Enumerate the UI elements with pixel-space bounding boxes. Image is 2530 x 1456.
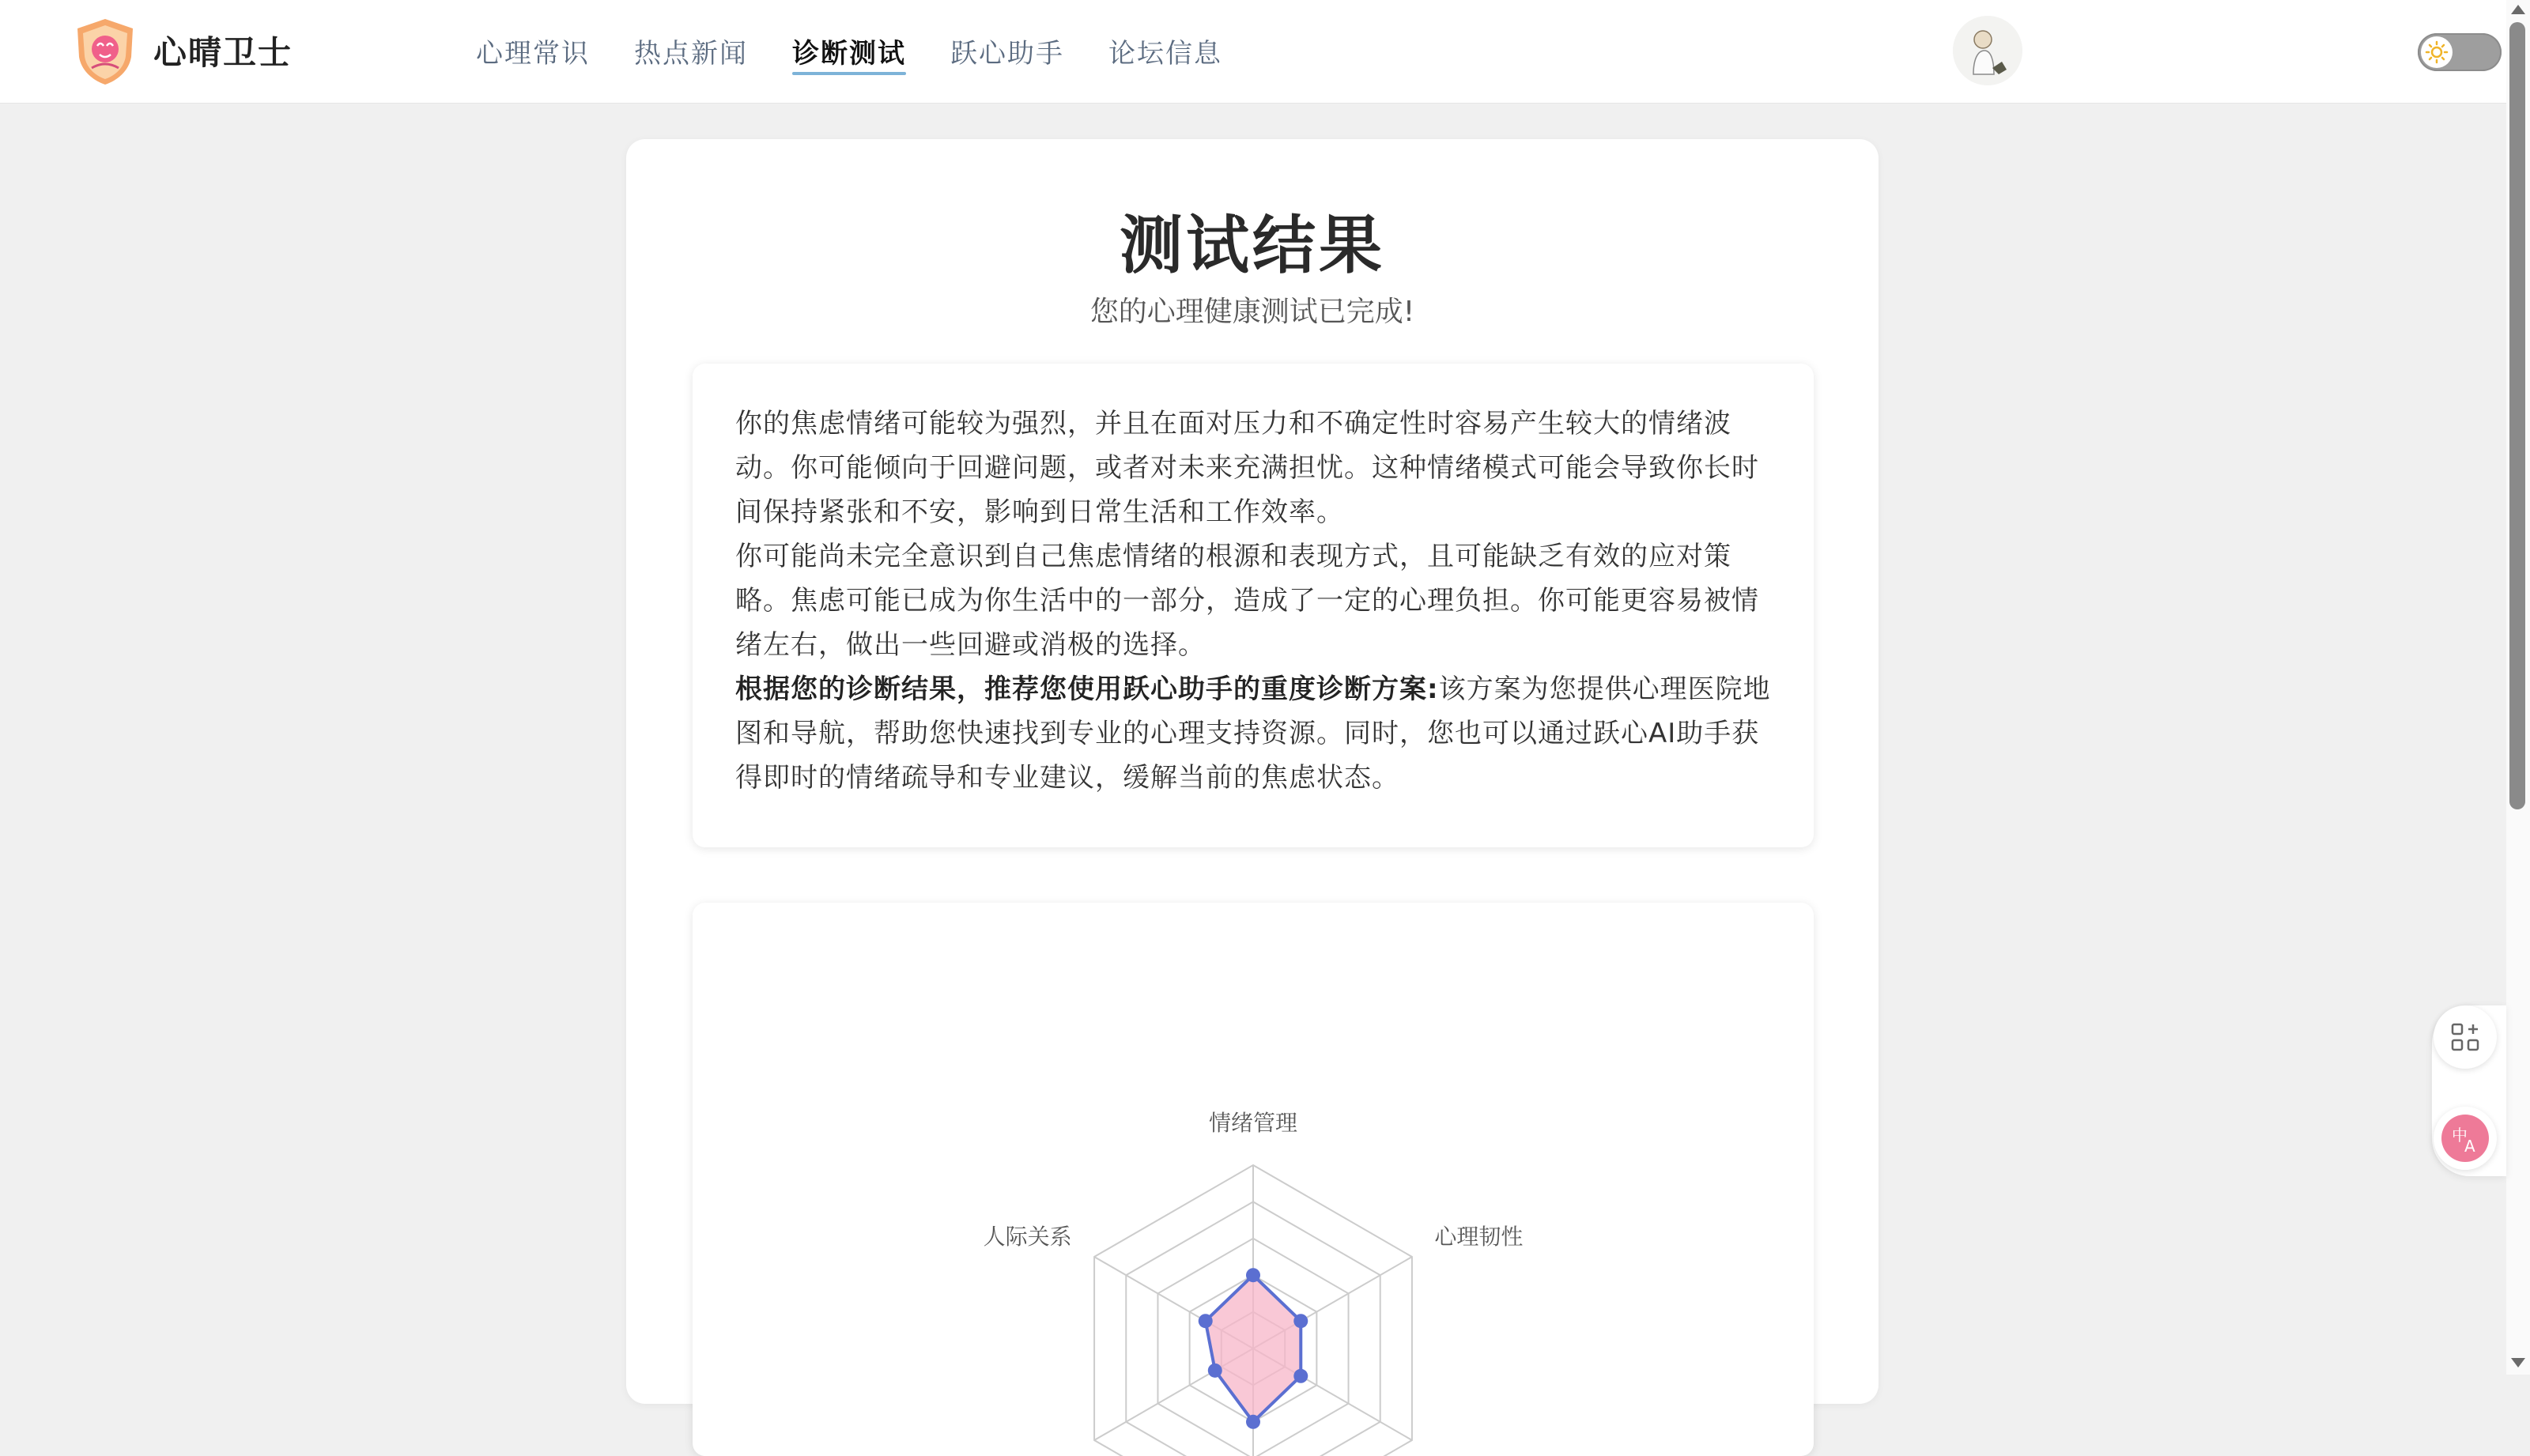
result-description-box xyxy=(693,364,1814,847)
recommendation-label: 根据您的诊断结果，推荐您使用跃心助手的重度诊断方案: xyxy=(735,673,1439,705)
nav-item-assistant[interactable]: 跃心助手 xyxy=(950,38,1064,70)
recommendation-text: 该方案为您提供心理医院地图和导航，帮助您快速找到专业的心理支持资源。同时，您也可以通过跃心AI助手获得即时的情绪疏导和专业建议，缓解当前的焦虑状态。 xyxy=(735,673,1771,794)
nav-item-hot-news[interactable]: 热点新闻 xyxy=(634,38,748,70)
page-title: 测试结果 xyxy=(1120,209,1385,282)
radar-axis-label: 心理韧性 xyxy=(1434,1224,1524,1250)
radar-chart xyxy=(693,903,1814,1456)
nav-item-psychology-knowledge[interactable]: 心理常识 xyxy=(476,38,590,70)
sun-icon xyxy=(2425,40,2449,64)
radar-axis-label: 人际关系 xyxy=(983,1224,1072,1250)
scrollbar-thumb[interactable] xyxy=(2509,22,2525,809)
radar-series-area xyxy=(1206,1275,1301,1422)
radar-chart-box xyxy=(693,903,1814,1456)
theme-knob xyxy=(2421,36,2453,68)
radar-data-point xyxy=(1293,1314,1308,1328)
test-result-card xyxy=(626,139,1879,1404)
apps-add-icon xyxy=(2449,1021,2481,1053)
scroll-up-arrow-icon[interactable] xyxy=(2511,5,2525,14)
radar-data-point xyxy=(1246,1415,1260,1429)
main-nav xyxy=(476,32,1222,70)
logo-shield-icon[interactable] xyxy=(71,16,139,87)
result-paragraph-1: 你的焦虑情绪可能较为强烈，并且在面对压力和不确定性时容易产生较大的情绪波动。你可能倾向于回避问题，或者对未来充满担忧。这种情绪模式可能会导致你长时间保持紧张和不安，影响到日常生活和工作效率。 xyxy=(735,408,1759,528)
theme-toggle[interactable] xyxy=(2418,33,2502,71)
translate-icon xyxy=(2441,1114,2490,1163)
page-subtitle: 您的心理健康测试已完成! xyxy=(1089,296,1415,328)
nav-item-diagnostic-test[interactable]: 诊断测试 xyxy=(792,32,906,70)
translate-button[interactable] xyxy=(2434,1107,2497,1170)
apps-add-button[interactable] xyxy=(2434,1005,2497,1069)
top-navigation-bar xyxy=(0,0,2506,104)
result-recommendation xyxy=(735,667,1771,800)
result-paragraph-2: 你可能尚未完全意识到自己焦虑情绪的根源和表现方式，且可能缺乏有效的应对策略。焦虑可能已成为你生活中的一部分，造成了一定的心理负担。你可能更容易被情绪左右，做出一些回避或消极的选择。 xyxy=(735,541,1759,661)
radar-data-point xyxy=(1199,1314,1213,1328)
radar-data-point xyxy=(1246,1268,1260,1282)
radar-data-point xyxy=(1293,1369,1308,1383)
nav-item-forum[interactable]: 论坛信息 xyxy=(1108,38,1222,70)
radar-axis-label: 情绪管理 xyxy=(1208,1110,1298,1136)
avatar-illustration-icon xyxy=(1953,16,2022,85)
user-avatar[interactable] xyxy=(1953,16,2022,85)
svg-text:A: A xyxy=(2464,1137,2475,1156)
radar-data-point xyxy=(1208,1364,1222,1378)
brand-name: 心晴卫士 xyxy=(153,33,293,72)
svg-text:中: 中 xyxy=(2452,1126,2468,1145)
scroll-down-arrow-icon[interactable] xyxy=(2511,1358,2525,1367)
